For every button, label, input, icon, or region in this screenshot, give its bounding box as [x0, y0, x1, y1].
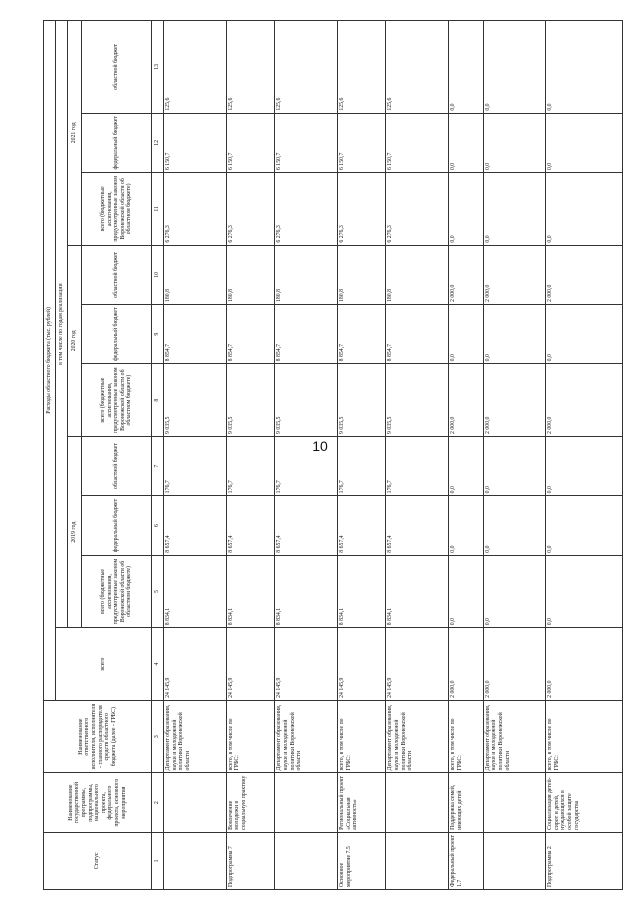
table-row: [386, 21, 449, 890]
row-executor: всего, в том числе по ГРБС:: [337, 700, 386, 773]
row-value: 176,7: [386, 436, 449, 495]
header-2019: 2019 год: [68, 436, 82, 627]
row-value: 0,0: [483, 173, 546, 246]
column-number: 9: [152, 305, 164, 364]
row-value: 125,6: [226, 21, 275, 114]
row-value: 0,0: [449, 436, 483, 495]
row-executor: Департамент образования, науки и молодежной политики Воронежской области: [386, 700, 449, 773]
row-value: 8 854,7: [275, 305, 338, 364]
row-value: 0,0: [449, 173, 483, 246]
budget-table: [43, 20, 623, 890]
row-value: 8 657,4: [164, 496, 227, 555]
row-value: 24 145,9: [164, 628, 227, 701]
row-value: 8 657,4: [337, 496, 386, 555]
row-executor: всего, в том числе по ГРБС:: [226, 700, 275, 773]
row-value: 6 150,7: [164, 113, 227, 172]
header-executor: Наименование ответственного исполнителя, исполнителя - главного распорядителя средств областного бюджета (далее - ГРБС): [44, 700, 152, 773]
row-status: Основное мероприятие 7.5: [337, 832, 386, 889]
column-number: 8: [152, 364, 164, 437]
column-number: 1: [152, 832, 164, 889]
row-status: [483, 832, 546, 889]
row-name: [275, 773, 338, 832]
row-value: 6 150,7: [386, 113, 449, 172]
row-name: [386, 773, 449, 832]
header-federal-2021: федеральный бюджет: [82, 113, 152, 172]
row-value: 9 035,5: [164, 364, 227, 437]
row-value: 0,0: [449, 305, 483, 364]
column-number: 3: [152, 700, 164, 773]
header-alloc-2020: всего (бюджетные ассигнования, предусмотренные законом Воронежской области об областном бюджете): [82, 364, 152, 437]
row-value: 6 276,3: [386, 173, 449, 246]
header-total: всего: [56, 628, 152, 701]
row-value: 125,6: [275, 21, 338, 114]
row-value: 9 035,5: [275, 364, 338, 437]
row-value: 0,0: [483, 436, 546, 495]
row-value: 125,6: [337, 21, 386, 114]
row-status: [164, 832, 227, 889]
table-row: [483, 21, 546, 890]
row-value: 176,7: [226, 436, 275, 495]
row-value: 8 834,1: [226, 555, 275, 628]
row-value: 125,6: [386, 21, 449, 114]
header-2021: 2021 год: [68, 21, 82, 246]
column-number: 7: [152, 436, 164, 495]
row-value: 0,0: [546, 173, 623, 246]
row-value: 9 035,5: [337, 364, 386, 437]
row-value: 24 145,9: [386, 628, 449, 701]
column-number: 12: [152, 113, 164, 172]
row-value: 6 276,3: [164, 173, 227, 246]
row-value: 0,0: [483, 496, 546, 555]
row-value: 125,6: [164, 21, 227, 114]
row-value: 176,7: [164, 436, 227, 495]
row-value: 0,0: [449, 555, 483, 628]
row-value: 180,8: [275, 245, 338, 304]
row-value: 2 000,0: [546, 628, 623, 701]
row-status: [275, 832, 338, 889]
row-value: 2 000,0: [449, 245, 483, 304]
row-value: 176,7: [337, 436, 386, 495]
table-row: [226, 21, 275, 890]
row-value: 24 145,9: [337, 628, 386, 701]
row-executor: Департамент образования, науки и молодежной политики Воронежской области: [275, 700, 338, 773]
row-value: 0,0: [546, 305, 623, 364]
row-value: 2 000,0: [483, 364, 546, 437]
header-2020: 2020 год: [68, 245, 82, 436]
column-number-row: [152, 21, 164, 890]
row-status: Федеральный проект 1.7: [449, 832, 483, 889]
header-regional-2019: областной бюджет: [82, 436, 152, 495]
row-value: 6 150,7: [337, 113, 386, 172]
row-executor: Департамент образования, науки и молодежной политики Воронежской области: [164, 700, 227, 773]
row-value: 8 657,4: [386, 496, 449, 555]
row-value: 0,0: [546, 436, 623, 495]
header-regional-2021: областной бюджет: [82, 21, 152, 114]
table-row: [449, 21, 483, 890]
row-value: 0,0: [483, 305, 546, 364]
row-value: 2 000,0: [546, 245, 623, 304]
row-name: Вовлечение молодежи в социальную практику: [226, 773, 275, 832]
row-value: 0,0: [449, 21, 483, 114]
column-number: 4: [152, 628, 164, 701]
row-status: Подпрограмма 2: [546, 832, 623, 889]
header-federal-2019: федеральный бюджет: [82, 496, 152, 555]
row-value: 180,8: [226, 245, 275, 304]
header-federal-2020: федеральный бюджет: [82, 305, 152, 364]
column-number: 10: [152, 245, 164, 304]
row-value: 8 657,4: [226, 496, 275, 555]
header-alloc-2021: всего (бюджетные ассигнования, предусмотренные законом Воронежской области об областном бюджете): [82, 173, 152, 246]
row-value: 8 834,1: [275, 555, 338, 628]
row-value: 2 000,0: [449, 628, 483, 701]
header-alloc-2019: всего (бюджетные ассигнования, предусмотренные законом Воронежской области об областном бюджете): [82, 555, 152, 628]
row-value: 0,0: [546, 21, 623, 114]
row-value: 8 834,1: [164, 555, 227, 628]
row-value: 9 035,5: [226, 364, 275, 437]
rotated-budget-table: [43, 20, 623, 890]
row-value: 0,0: [449, 496, 483, 555]
row-name: [483, 773, 546, 832]
row-name: Региональный проект «Социальная активность»: [337, 773, 386, 832]
row-value: 8 657,4: [275, 496, 338, 555]
row-value: 9 035,5: [386, 364, 449, 437]
row-value: 180,8: [337, 245, 386, 304]
column-number: 13: [152, 21, 164, 114]
row-value: 8 854,7: [164, 305, 227, 364]
row-value: 0,0: [449, 113, 483, 172]
row-name: Поддержка семей, имеющих детей: [449, 773, 483, 832]
row-name: Социализация детей-сирот и детей, нуждающихся в особой защите государства: [546, 773, 623, 832]
row-status: [386, 832, 449, 889]
row-value: 6 150,7: [226, 113, 275, 172]
row-value: 24 145,9: [275, 628, 338, 701]
table-row: [275, 21, 338, 890]
column-number: 11: [152, 173, 164, 246]
header-status: Статус: [44, 832, 152, 889]
row-value: 8 854,7: [226, 305, 275, 364]
row-value: 180,8: [386, 245, 449, 304]
row-value: 6 276,3: [337, 173, 386, 246]
row-value: 2 000,0: [483, 245, 546, 304]
row-value: 8 834,1: [337, 555, 386, 628]
row-value: 24 145,9: [226, 628, 275, 701]
page-number: 10: [312, 438, 328, 454]
row-value: 0,0: [546, 113, 623, 172]
row-value: 0,0: [483, 113, 546, 172]
column-number: 5: [152, 555, 164, 628]
row-status: Подпрограмма 7: [226, 832, 275, 889]
row-value: 8 854,7: [386, 305, 449, 364]
row-executor: всего, в том числе по ГРБС:: [546, 700, 623, 773]
row-value: 0,0: [483, 21, 546, 114]
row-value: 0,0: [546, 496, 623, 555]
row-value: 176,7: [275, 436, 338, 495]
column-number: 2: [152, 773, 164, 832]
header-by-year: в том числе по годам реализации: [56, 21, 68, 628]
row-executor: всего, в том числе по ГРБС:: [449, 700, 483, 773]
header-expenses: Расходы областного бюджета (тыс. рублей): [44, 21, 56, 701]
column-number: 6: [152, 496, 164, 555]
table-row: [337, 21, 386, 890]
row-value: 0,0: [546, 555, 623, 628]
row-executor: Департамент образования, науки и молодежной политики Воронежской области: [483, 700, 546, 773]
table-row: [164, 21, 227, 890]
row-value: 6 276,3: [226, 173, 275, 246]
header-name: Наименование государственной программы, подпрограммы, национального проекта, федерального проекта, основного мероприятия: [44, 773, 152, 832]
row-value: 0,0: [483, 555, 546, 628]
row-value: 180,8: [164, 245, 227, 304]
row-value: 8 854,7: [337, 305, 386, 364]
row-value: 6 276,3: [275, 173, 338, 246]
row-value: 2 000,0: [483, 628, 546, 701]
row-value: 8 834,1: [386, 555, 449, 628]
table-row: [546, 21, 623, 890]
header-regional-2020: областной бюджет: [82, 245, 152, 304]
row-name: [164, 773, 227, 832]
row-value: 2 000,0: [449, 364, 483, 437]
row-value: 2 000,0: [546, 364, 623, 437]
row-value: 6 150,7: [275, 113, 338, 172]
